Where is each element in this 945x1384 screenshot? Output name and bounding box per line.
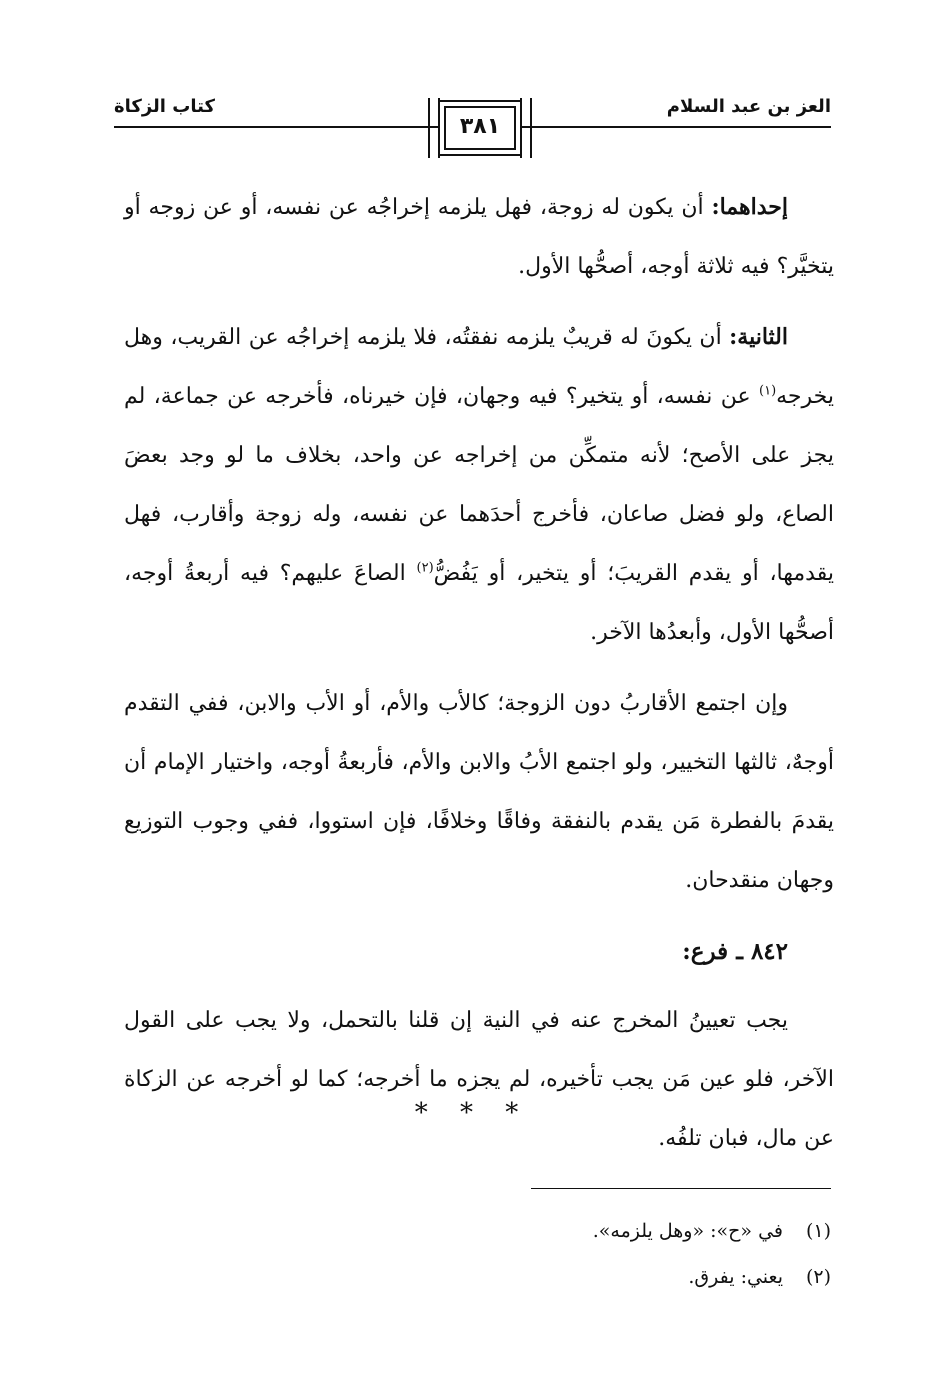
paragraph-text: أن يكونَ له قريبٌ يلزمه نفقتُه، فلا يلزمه إخراجُه عن القريب، وهل يخرجه xyxy=(124,325,834,409)
section-heading: ٨٤٢ ـ فرع: xyxy=(682,938,788,965)
footnote-rule xyxy=(531,1188,831,1189)
paragraph-lead-first: إحداهما: xyxy=(711,194,788,220)
footnote-text: في «ح»: «وهل يلزمه». xyxy=(592,1220,783,1242)
frame-ornament-right xyxy=(520,98,532,158)
frame-ornament-left xyxy=(428,98,440,158)
section-separator: * * * xyxy=(414,1098,531,1128)
paragraph-second xyxy=(124,308,834,662)
footnote-number: (١) xyxy=(805,1220,831,1242)
paragraph-fourth: يجب تعيينُ المخرج عنه في النية إن قلنا بالتحمل، ولا يجب على القول الآخر، فلو عين مَن يجب تأخيره، لم يجزه ما أخرجه؛ كما لو أخرجه عن الزكاة عن مال، فبان تلفُه. xyxy=(124,1008,834,1151)
paragraph-first xyxy=(124,178,834,296)
page-number-frame xyxy=(438,100,522,156)
paragraph-third: وإن اجتمع الأقاربُ دون الزوجة؛ كالأب والأم، أو الأب والابن، ففي التقدم أوجهٌ، ثالثها التخيير، ولو اجتمع الأبُ والابن والأم، فأربعةُ أوجه، واختيار الإمام أن يقدمَ بالفطرة مَن يقدم بالنفقة وفاقًا وخلافًا، فإن استووا، ففي وجوب التوزيع وجهان منقدحان. xyxy=(124,691,834,893)
page-number: ٣٨١ xyxy=(459,114,501,139)
running-header-book-title: كتاب الزكاة xyxy=(114,96,215,117)
footnote-item xyxy=(231,1208,831,1254)
running-header-author: العز بن عبد السلام xyxy=(666,96,831,117)
footnote-ref-2: (٢) xyxy=(416,560,434,576)
main-text xyxy=(124,178,834,1180)
paragraph-text: أن يكون له زوجة، فهل يلزمه إخراجُه عن نفسه، أو عن زوجه أو يتخيَّر؟ فيه ثلاثة أوجه، أصحُّها الأول. xyxy=(124,195,834,279)
paragraph-text: عن نفسه، أو يتخير؟ فيه وجهان، فإن خيرناه، فأخرجه عن جماعة، لم يجز على الأصح؛ لأنه متمكِّن من إخراجه عن واحد، بخلاف ما لو وجد بعضَ الصاع، ولو فضل صاعان، فأخرج أحدَهما عن نفسه، وله زوجة وأقارب، فهل يقدمها، أو يقدم القريبَ؛ أو يتخير، أو يَفُضُّ xyxy=(124,384,834,586)
footnotes xyxy=(231,1208,831,1300)
paragraph-text: الصاعَ عليهم؟ فيه أربعةُ أوجه، أصحُّها الأول، وأبعدُها الآخر. xyxy=(124,561,834,645)
footnote-ref-1: (١) xyxy=(759,383,777,399)
footnote-number: (٢) xyxy=(805,1266,831,1288)
paragraph-lead-second: الثانية: xyxy=(729,324,788,350)
footnote-text: يعني: يفرق. xyxy=(688,1266,783,1288)
footnote-item xyxy=(231,1254,831,1300)
